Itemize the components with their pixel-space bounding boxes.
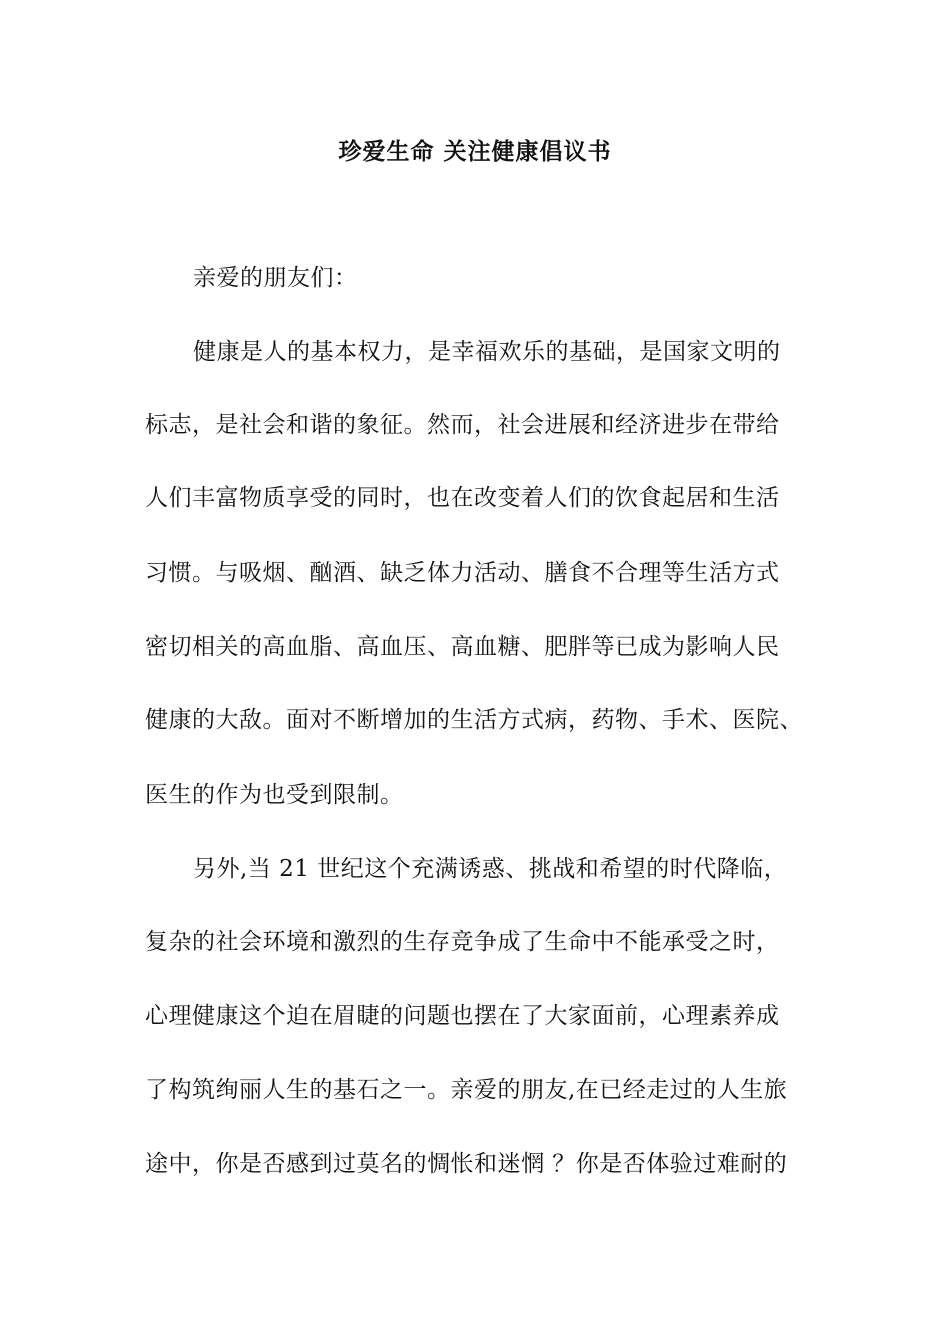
- paragraph-line: 人们丰富物质享受的同时，也在改变着人们的饮食起居和生活: [145, 485, 780, 511]
- paragraph-line: 密切相关的高血脂、高血压、高血糖、肥胖等已成为影响人民: [145, 634, 780, 660]
- paragraph-line: 标志，是社会和谐的象征。然而，社会进展和经济进步在带给: [145, 412, 780, 438]
- paragraph-line: 途中，你是否感到过莫名的惆怅和迷惘 ？你是否体验过难耐的: [145, 1151, 788, 1177]
- document-title: 珍爱生命 关注健康倡议书: [338, 139, 612, 165]
- paragraph-line: 健康的大敌。面对不断增加的生活方式病，药物、手术、医院、: [145, 707, 803, 733]
- paragraph-line: 另外,当 21 世纪这个充满诱惑、挑战和希望的时代降临，: [193, 856, 788, 882]
- paragraph-line: 心理健康这个迫在眉睫的问题也摆在了大家面前，心理素养成: [145, 1003, 780, 1029]
- paragraph-line: 复杂的社会环境和激烈的生存竞争成了生命中不能承受之时，: [145, 929, 780, 955]
- salutation: 亲爱的朋友们：: [193, 265, 358, 291]
- paragraph-line: 医生的作为也受到限制。: [145, 782, 404, 808]
- paragraph-line: 健康是人的基本权力，是幸福欢乐的基础，是国家文明的: [193, 339, 781, 365]
- paragraph-line: 了构筑绚丽人生的基石之一。亲爱的朋友,在已经走过的人生旅: [145, 1077, 788, 1103]
- paragraph-line: 习惯。与吸烟、酗酒、缺乏体力活动、膳食不合理等生活方式: [145, 560, 780, 586]
